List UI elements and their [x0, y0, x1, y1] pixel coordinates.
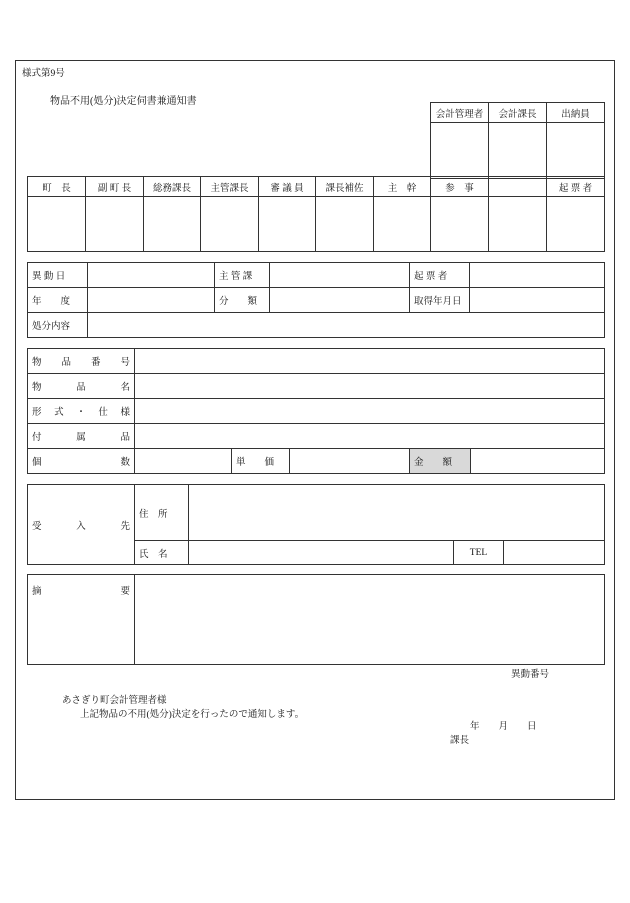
approval-box[interactable]: [547, 123, 605, 179]
tel-field[interactable]: [504, 541, 605, 565]
approval-box[interactable]: [259, 197, 316, 252]
label-item-name: 物 品 名: [28, 374, 135, 399]
approval-counselor: 参 事: [431, 177, 489, 197]
approval-supervisor: 主 幹: [374, 177, 431, 197]
label-name: 氏 名: [135, 541, 189, 565]
form-title: 物品不用(処分)決定伺書兼通知書: [50, 96, 197, 107]
label-spec: 形式・仕様: [28, 399, 135, 424]
summary-table: [27, 574, 605, 665]
label-address: 住 所: [135, 485, 189, 541]
approval-box[interactable]: [201, 197, 259, 252]
approval-accounting-manager: 会計管理者: [431, 103, 489, 123]
transfer-number-label: 異動番号: [511, 670, 550, 680]
label-managing-section: 主 管 課: [215, 263, 270, 288]
summary-field[interactable]: [135, 575, 605, 665]
label-amount: 金 額: [410, 449, 471, 474]
approval-mayor: 町 長: [28, 177, 86, 197]
label-transfer-date: 異 動 日: [28, 263, 88, 288]
approval-box[interactable]: [489, 123, 547, 179]
label-summary: 摘 要: [28, 575, 135, 665]
approval-box[interactable]: [86, 197, 144, 252]
approval-managing-chief: 主管課長: [201, 177, 259, 197]
approval-box[interactable]: [28, 197, 86, 252]
approval-blank: [489, 177, 547, 197]
transfer-date-field[interactable]: [88, 263, 215, 288]
item-info-table: [27, 348, 605, 474]
name-field[interactable]: [189, 541, 454, 565]
label-disposal-content: 処分内容: [28, 313, 88, 338]
label-classification: 分 類: [215, 288, 270, 313]
drafter-field[interactable]: [470, 263, 605, 288]
label-fiscal-year: 年 度: [28, 288, 88, 313]
approval-cashier: 出納員: [547, 103, 605, 123]
form-number: 様式第9号: [22, 69, 65, 79]
transfer-info-table: [27, 262, 605, 338]
address-field[interactable]: [189, 485, 605, 541]
classification-field[interactable]: [270, 288, 410, 313]
approval-councilor: 審 議 員: [259, 177, 316, 197]
label-acquisition-date: 取得年月日: [410, 288, 470, 313]
acquisition-date-field[interactable]: [470, 288, 605, 313]
managing-section-field[interactable]: [270, 263, 410, 288]
approval-box[interactable]: [374, 197, 431, 252]
item-name-field[interactable]: [135, 374, 605, 399]
accessories-field[interactable]: [135, 424, 605, 449]
label-drafter: 起 票 者: [410, 263, 470, 288]
item-number-field[interactable]: [135, 349, 605, 374]
label-recipient: 受 入 先: [28, 485, 135, 565]
approval-general-affairs-chief: 総務課長: [144, 177, 201, 197]
approval-box[interactable]: [547, 197, 605, 252]
approval-box[interactable]: [144, 197, 201, 252]
spec-field[interactable]: [135, 399, 605, 424]
label-accessories: 付 属 品: [28, 424, 135, 449]
section-chief-label: 課長: [450, 736, 470, 746]
label-unit-price: 単 価: [232, 449, 290, 474]
label-quantity: 個 数: [28, 449, 135, 474]
fiscal-year-field[interactable]: [88, 288, 215, 313]
notice-date: 年 月 日: [470, 722, 537, 732]
addressee: あさぎり町会計管理者様: [62, 696, 167, 706]
label-item-number: 物 品 番 号: [28, 349, 135, 374]
approval-box[interactable]: [431, 197, 489, 252]
approval-assistant-chief: 課長補佐: [316, 177, 374, 197]
approval-box[interactable]: [489, 197, 547, 252]
approval-box[interactable]: [316, 197, 374, 252]
approval-deputy-mayor: 副 町 長: [86, 177, 144, 197]
unit-price-field[interactable]: [290, 449, 410, 474]
disposal-content-field[interactable]: [88, 313, 605, 338]
approval-top-table: [430, 102, 605, 179]
recipient-table: [27, 484, 605, 565]
amount-field[interactable]: [471, 449, 605, 474]
approval-box[interactable]: [431, 123, 489, 179]
approval-main-table: [27, 176, 605, 252]
label-tel: TEL: [454, 541, 504, 565]
approval-drafter: 起 票 者: [547, 177, 605, 197]
notice-message: 上記物品の不用(処分)決定を行ったので通知します。: [80, 710, 305, 720]
approval-accounting-chief: 会計課長: [489, 103, 547, 123]
quantity-field[interactable]: [135, 449, 232, 474]
